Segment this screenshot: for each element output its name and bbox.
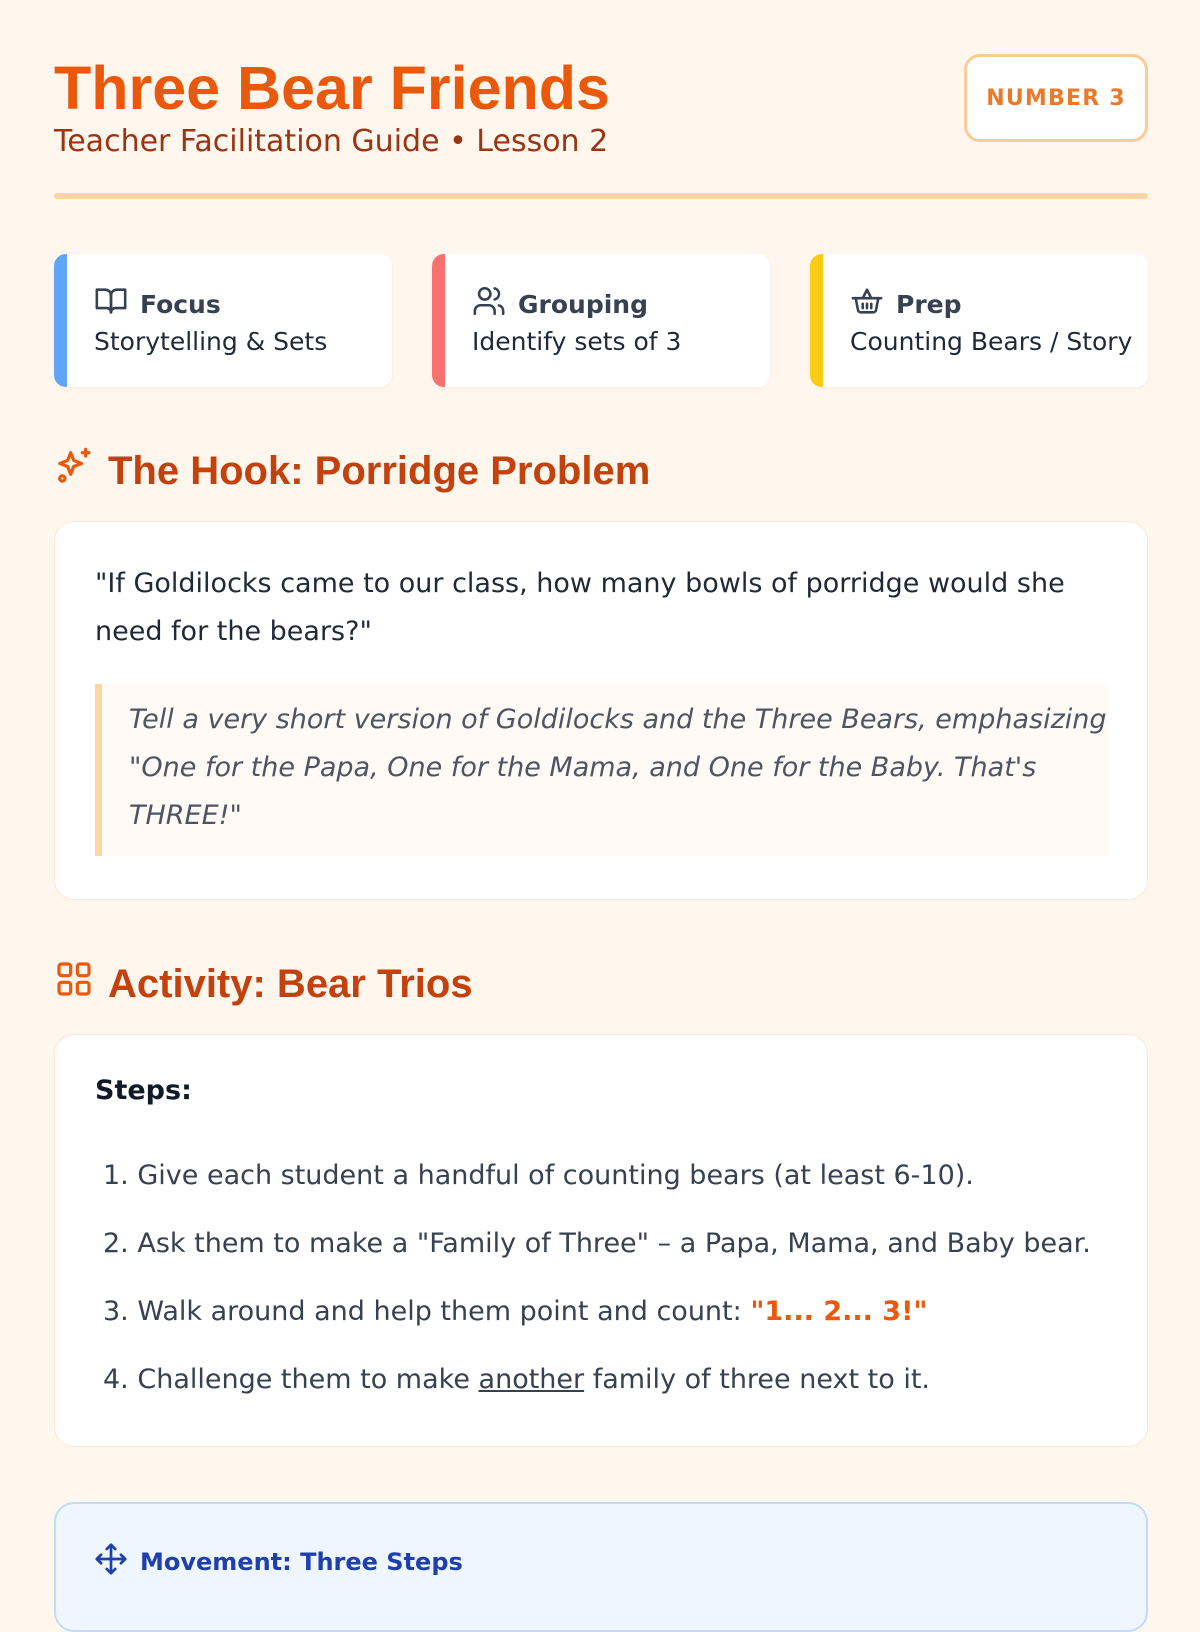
card-accent-bar: [54, 254, 67, 387]
hook-panel: [54, 521, 1148, 900]
grid-icon: [54, 959, 108, 1009]
grouping-card: [432, 254, 770, 387]
card-label: Grouping: [518, 289, 648, 319]
card-value: Identify sets of 3: [472, 327, 682, 356]
hook-question: "If Goldilocks came to our class, how many bowls of porridge would she need for the bears?": [95, 568, 1065, 647]
hook-instruction: Tell a very short version of Goldilocks and the Three Bears, emphasizing "One for the Papa, One for the Mama, and One for the Baby. That's THREE!": [129, 704, 1107, 831]
step-item: 1. Give each student a handful of counting bears (at least 6-10).: [103, 1160, 974, 1191]
header: [54, 48, 1148, 200]
movement-title: Movement: Three Steps: [140, 1548, 463, 1576]
hook-heading: [54, 446, 650, 496]
users-icon: [472, 284, 518, 324]
card-accent-bar: [432, 254, 445, 387]
section-title: Activity: Bear Trios: [108, 961, 473, 1006]
movement-callout: [54, 1502, 1148, 1632]
sparkles-icon: [54, 446, 108, 496]
step-item: 2. Ask them to make a "Family of Three" – a Papa, Mama, and Baby bear.: [103, 1228, 1091, 1259]
card-accent-bar: [810, 254, 823, 387]
info-cards: [54, 254, 1148, 387]
basket-icon: [850, 284, 896, 324]
card-label: Prep: [896, 289, 962, 319]
book-open-icon: [94, 284, 140, 324]
underlined-word: another: [478, 1364, 585, 1395]
card-value: Storytelling & Sets: [94, 327, 328, 356]
page-title: Three Bear Friends: [54, 54, 610, 122]
count-emphasis: "1... 2... 3!": [750, 1296, 928, 1327]
hook-instruction-quote: [95, 684, 1108, 856]
steps-label: Steps:: [95, 1075, 192, 1106]
header-divider: [54, 193, 1148, 199]
card-label: Focus: [140, 289, 221, 319]
number-badge: NUMBER 3: [964, 54, 1148, 142]
activity-heading: [54, 959, 473, 1009]
prep-card: [810, 254, 1148, 387]
activity-panel: [54, 1034, 1148, 1447]
page-subtitle: Teacher Facilitation Guide • Lesson 2: [54, 124, 609, 159]
step-item: 4. Challenge them to make another family of three next to it.: [103, 1364, 930, 1395]
focus-card: [54, 254, 392, 387]
move-arrows-icon: [94, 1542, 140, 1582]
step-item: 3. Walk around and help them point and count: "1... 2... 3!": [103, 1296, 928, 1327]
section-title: The Hook: Porridge Problem: [108, 448, 651, 493]
card-value: Counting Bears / Story: [850, 327, 1133, 356]
